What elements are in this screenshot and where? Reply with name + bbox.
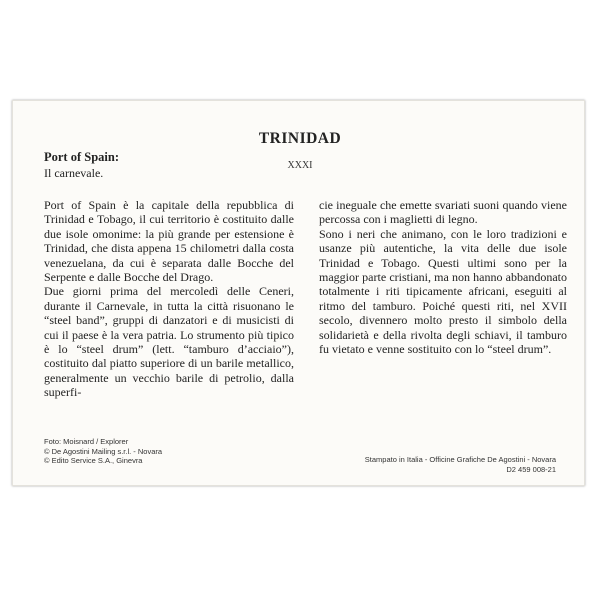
photo-credits [44, 437, 162, 466]
credit-photo: Foto: Moisnard / Explorer [44, 437, 129, 446]
card-code: D2 459 008-21 [506, 464, 556, 474]
credit-copyright-1: © De Agostini Mailing s.r.l. - Novara [44, 446, 163, 456]
left-paragraph-1: Port of Spain è la capitale della repubblica di Trinidad e Tobago, il cui territorio è costituito dalle due isole omonime: la più grande per estensione è Trinidad, che dista appena 15 chilometri dalla costa venezuelana, da cui è separata dalle Bocche del Serpente e dalle Bocche del Drago. [44, 198, 294, 285]
right-paragraph-2: Sono i neri che animano, con le loro tradizioni e usanze più autentiche, la vita delle due isole Trinidad e Tobago. Questi ultimi sono per la maggior parte cristiani, ma non hanno abbandonato totalmente i riti tipicamente africani, eseguiti al ritmo del tamburo. Poiché questi riti, nel XVII secolo, divennero molto presto il simbolo della solidarietà e della rivolta degli schiavi, il tamburo fu vietato e venne sostituito con lo “steel drum”. [319, 226, 567, 357]
card-title: TRINIDAD [258, 130, 342, 147]
section-title: Port of Spain: [44, 150, 119, 164]
section-subtitle: Il carnevale. [44, 166, 104, 180]
left-paragraph-2: Due giorni prima del mercoledì delle Ceneri, durante il Carnevale, in tutta la città risuonano le “steel band”, gruppi di danzatori e di musicisti di cui il paese è la vera patria. Lo strumento più tipico è lo “steel drum” (lett. “tamburo d’acciaio”), costituito dal piatto superiore di un barile metallico, generalmente un vecchio barile di petrolio, dalla superfi- [44, 284, 294, 400]
left-column [44, 198, 294, 400]
printer-line: Stampato in Italia - Officine Grafiche De Agostini - Novara [364, 455, 556, 464]
printer-info [365, 455, 556, 474]
card-number: XXXI [287, 160, 313, 171]
right-paragraph-1: cie ineguale che emette svariati suoni quando viene percossa con i maglietti di legno. [319, 198, 567, 227]
right-column [319, 198, 567, 356]
credit-copyright-2: © Edito Service S.A., Ginevra [44, 456, 143, 465]
